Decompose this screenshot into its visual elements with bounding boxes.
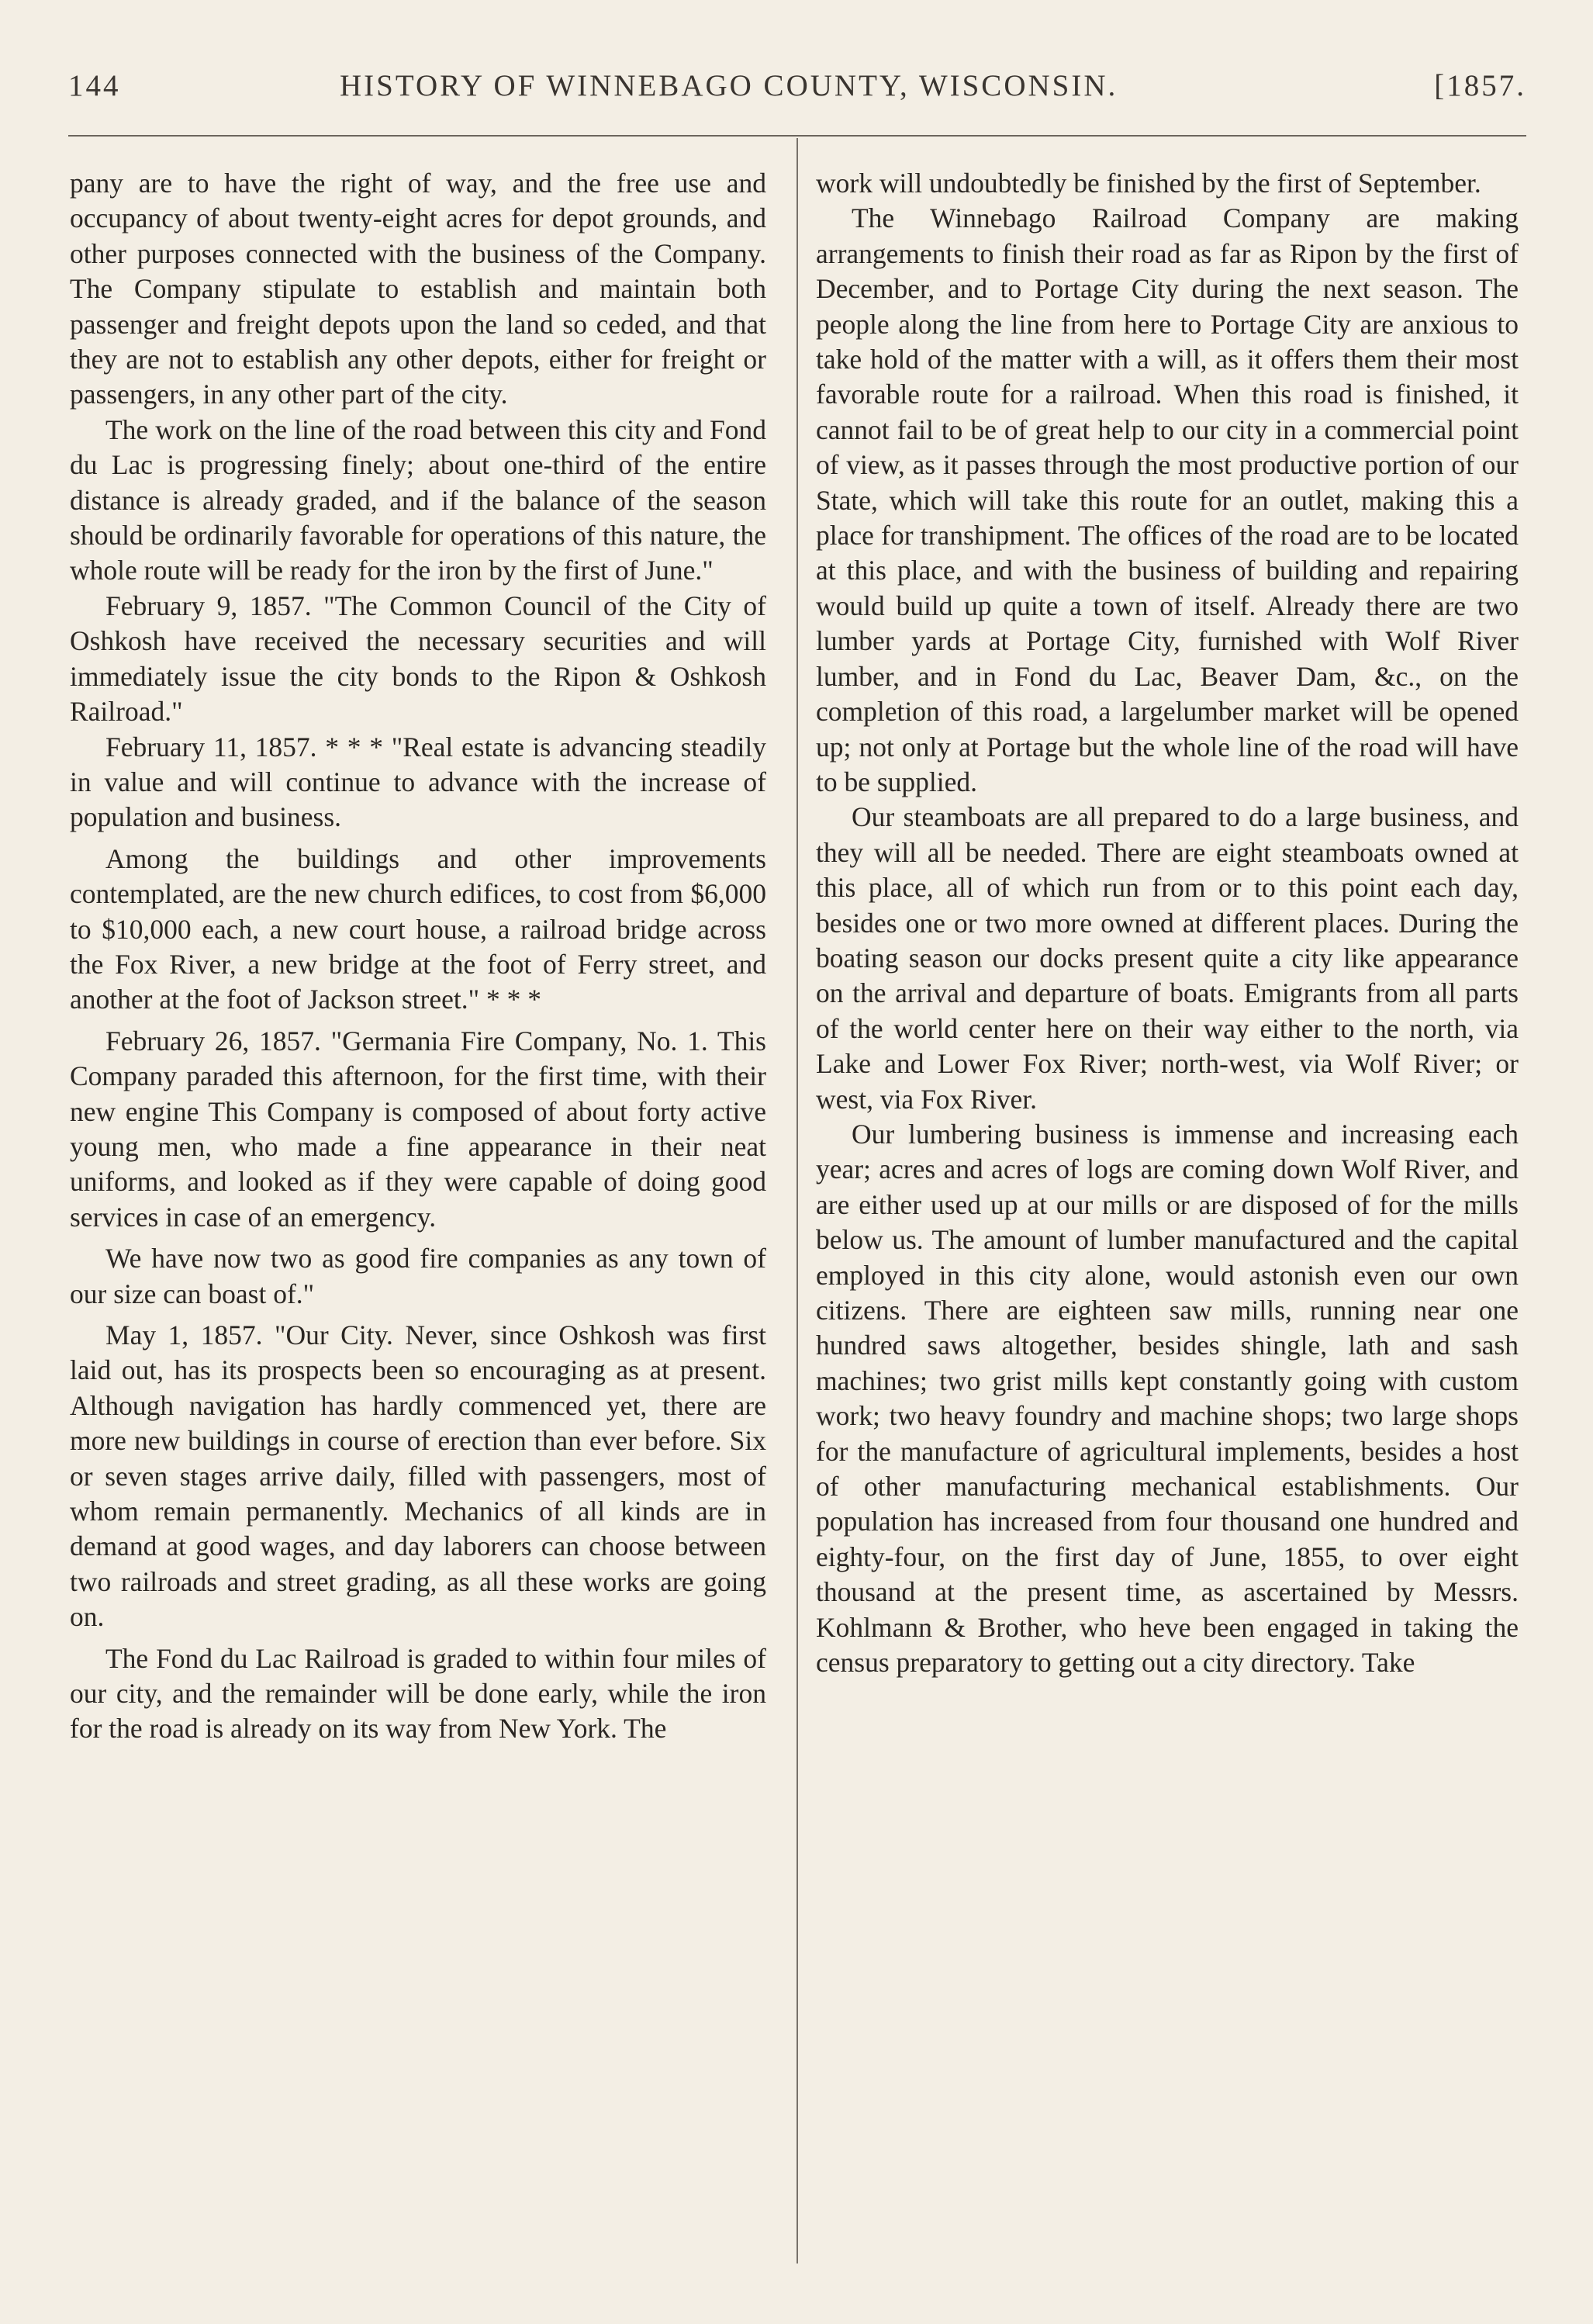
running-year: [1857. — [1434, 69, 1526, 102]
paragraph: February 9, 1857. "The Common Council of the City of Oshkosh have received the necessary securities and will immediately issue the city bonds to the Ripon & Oshkosh Railroad." — [70, 590, 766, 728]
paragraph: The Winnebago Railroad Company are making arrangements to finish their road as far as Ripon by the first of December, and to Portage City during the next season. The people along the line from here to Portage City are anxious to take hold of the matter with a will, as it offers them their most favorable route for a railroad. When this road is finished, it cannot fail to be of great help to our city in a commercial point of view, as it passes through the most productive portion of our State, which will take this route for an outlet, making this a place for transhipment. The offices of the road are to be located at this place, and with the business of building and repairing would build up quite a town of itself. Already there are two lumber yards at Portage City, furnished with Wolf River lumber, and in Fond du Lac, Beaver Dam, &c., on the completion of this road, a largelumber market will be opened up; not only at Portage but the whole line of the road will have to be supplied. — [816, 202, 1519, 797]
left-column — [70, 166, 766, 1747]
right-column — [816, 166, 1519, 1680]
running-title: HISTORY OF WINNEBAGO COUNTY, WISCONSIN. — [340, 69, 1118, 102]
paragraph: The Fond du Lac Railroad is graded to within four miles of our city, and the remainder will be done early, while the iron for the road is already on its way from New York. The — [70, 1642, 766, 1745]
paragraph: We have now two as good fire companies as any town of our size can boast of." — [70, 1243, 766, 1309]
paragraph: February 26, 1857. "Germania Fire Company, No. 1. This Company paraded this afternoon, for the first time, with their new engine This Company is composed of about forty active young men, who made a fine appearance in their neat uniforms, and looked as if they were capable of doing good services in case of an emergency. — [70, 1025, 766, 1233]
paragraph: work will undoubtedly be finished by the first of September. — [816, 168, 1481, 199]
paragraph: pany are to have the right of way, and the free use and occupancy of about twenty-eight acres for depot grounds, and other purposes connected with the business of the Company. The Company stipulate to establish and maintain both passenger and freight depots upon the land so ceded, and that they are not to establish any other depots, either for freight or passengers, in any other part of the city. — [70, 168, 766, 410]
page-number: 144 — [68, 69, 121, 102]
paragraph: Our steamboats are all prepared to do a large business, and they will all be needed. There are eight steamboats owned at this place, all of which run from or to this point each day, besides one or two more owned at different places. During the boating season our docks present quite a city like appearance on the arrival and departure of boats. Emigrants from all parts of the world center here on their way either to the north, via Lake and Lower Fox River; north-west, via Wolf River; or west, via Fox River. — [816, 801, 1519, 1115]
column-divider — [796, 138, 798, 2263]
paragraph: The work on the line of the road between this city and Fond du Lac is progressing finely; about one-third of the entire distance is already graded, and if the balance of the season should be ordinarily favorable for operations of this nature, the whole route will be ready for the iron by the first of June." — [70, 413, 766, 586]
paragraph: February 11, 1857. * * * "Real estate is advancing steadily in value and will continue to advance with the increase of population and business. — [70, 731, 766, 833]
header-rule — [68, 135, 1526, 137]
paragraph: Among the buildings and other improvements contemplated, are the new church edifices, to cost from $6,000 to $10,000 each, a new court house, a railroad bridge across the Fox River, a new bridge at the foot of Ferry street, and another at the foot of Jackson street." * * * — [70, 842, 766, 1015]
running-header — [68, 68, 1526, 115]
paragraph: Our lumbering business is immense and increasing each year; acres and acres of logs are coming down Wolf River, and are either used up at our mills or are disposed of for the mills below us. The amount of lumber manufactured and the capital employed in this city alone, would astonish even our own citizens. There are eighteen saw mills, running near one hundred saws altogether, besides shingle, lath and sash machines; two grist mills kept constantly going with custom work; two heavy foundry and machine shops; two large shops for the manufacture of agricultural implements, besides a host of other manufacturing mechanical establishments. Our population has increased from four thousand one hundred and eighty-four, on the first day of June, 1855, to over eight thousand at the present time, as ascertained by Messrs. Kohlmann & Brother, who heve been engaged in taking the census preparatory to getting out a city directory. Take — [816, 1118, 1519, 1679]
paragraph: May 1, 1857. "Our City. Never, since Oshkosh was first laid out, has its prospects been so encouraging as at present. Although navigation has hardly commenced yet, there are more new buildings in course of erection than ever before. Six or seven stages arrive daily, filled with passengers, most of whom remain permanently. Mechanics of all kinds are in demand at good wages, and day laborers can choose between two railroads and street grading, as all these works are going on. — [70, 1319, 766, 1633]
